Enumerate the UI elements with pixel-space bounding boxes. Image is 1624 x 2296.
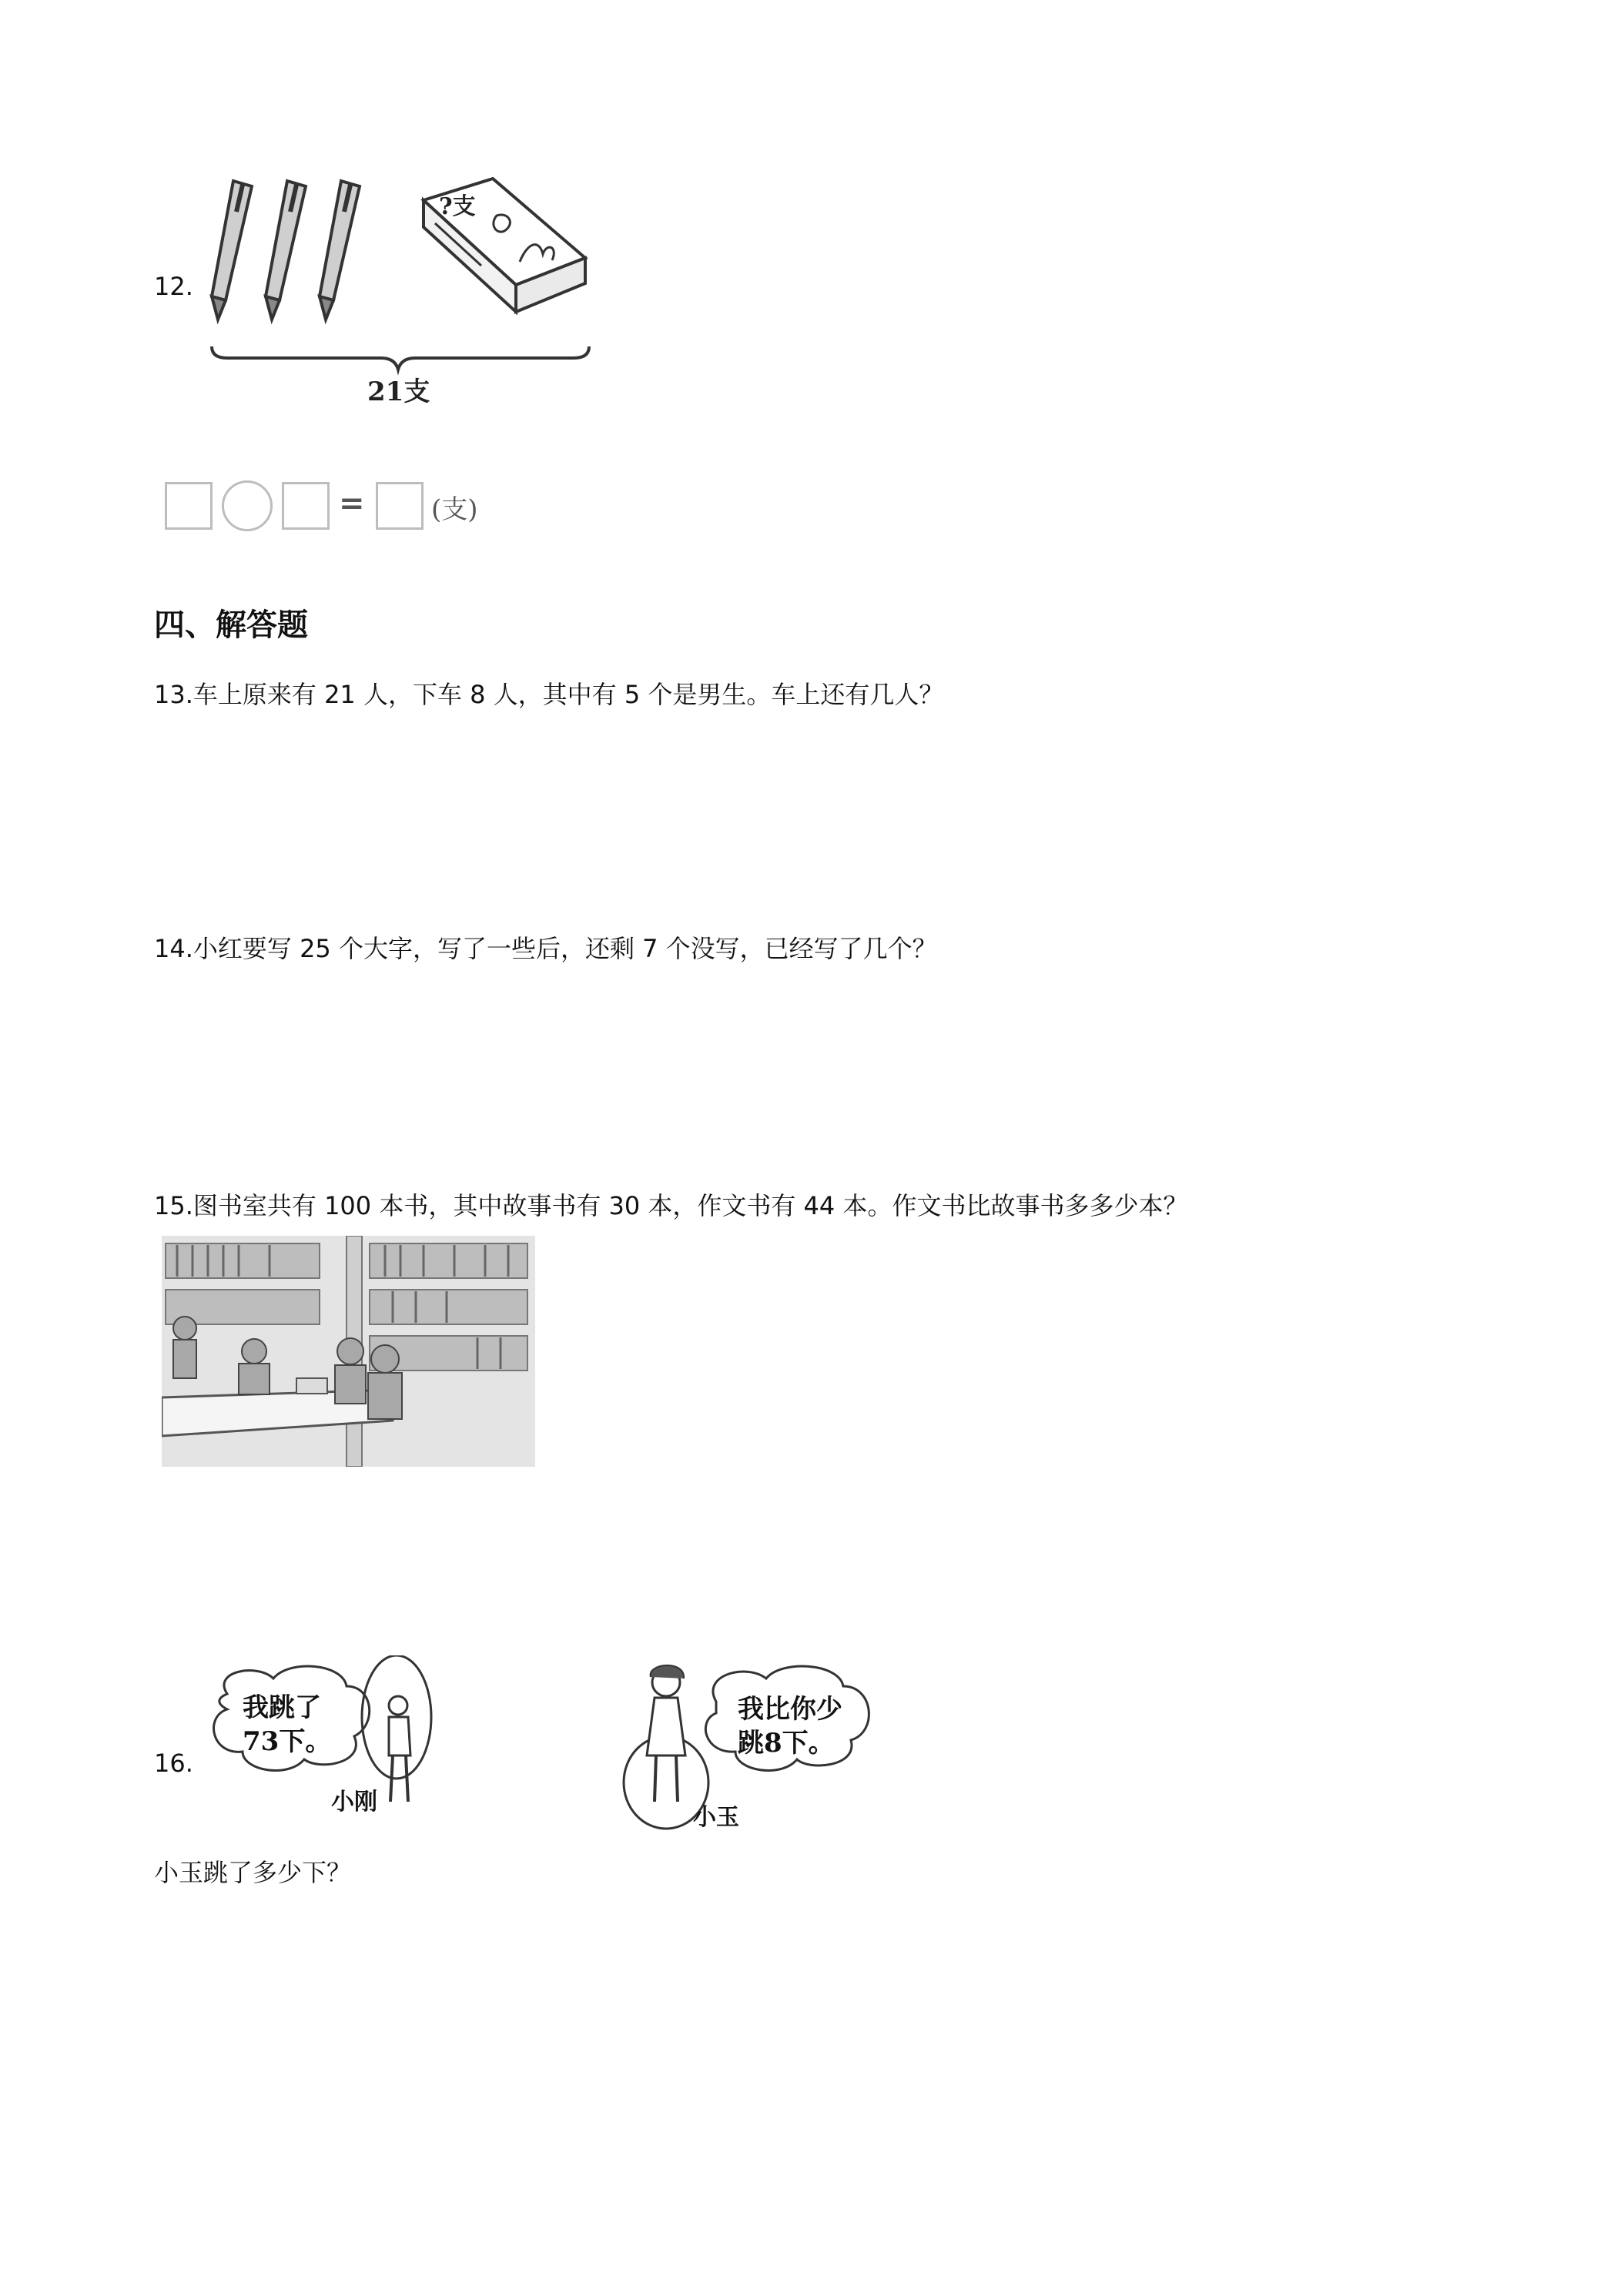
pen-icon: [320, 181, 360, 320]
q15-text: 15.图书室共有 100 本书，其中故事书有 30 本，作文书有 44 本。作文书比故事书多多少本？: [154, 1191, 1188, 1220]
answer-box[interactable]: [376, 482, 424, 530]
brace-icon: [212, 346, 589, 370]
boy-name-label: 小刚: [331, 1789, 377, 1816]
q14-text: 14.小红要写 25 个大字，写了一些后，还剩 7 个没写，已经写了几个？: [154, 934, 937, 963]
q12-number: 12.: [154, 272, 193, 301]
girl-bubble-line2: 跳8下。: [738, 1728, 835, 1759]
brace-label: 21支: [367, 377, 430, 407]
box-label: ?支: [439, 193, 476, 220]
jump-rope-girl-illustration: [608, 1655, 909, 1832]
operator-circle[interactable]: [222, 480, 273, 531]
pen-icon: [212, 181, 252, 320]
boy-bubble-line1: 我跳了: [243, 1692, 321, 1723]
girl-bubble-line1: 我比你少: [738, 1694, 842, 1725]
equation-template: [162, 476, 524, 537]
equals-sign: =: [339, 485, 365, 521]
girl-name-label: 小玉: [693, 1804, 739, 1831]
answer-box[interactable]: [165, 482, 213, 530]
q16-question: 小玉跳了多少下？: [154, 1858, 352, 1887]
pens-and-box-illustration: [196, 169, 597, 408]
answer-box[interactable]: [282, 482, 330, 530]
section-title: 四、解答题: [154, 607, 308, 643]
q12-figure: [196, 169, 597, 408]
q16-number: 16.: [154, 1749, 193, 1778]
q13-text: 13.车上原来有 21 人，下车 8 人，其中有 5 个是男生。车上还有几人？: [154, 680, 944, 709]
library-illustration: [162, 1236, 535, 1467]
unit-label: (支): [431, 494, 478, 525]
pen-icon: [266, 181, 306, 320]
boy-bubble-line2: 73下。: [243, 1726, 332, 1757]
jump-rope-boy-illustration: [196, 1655, 443, 1825]
